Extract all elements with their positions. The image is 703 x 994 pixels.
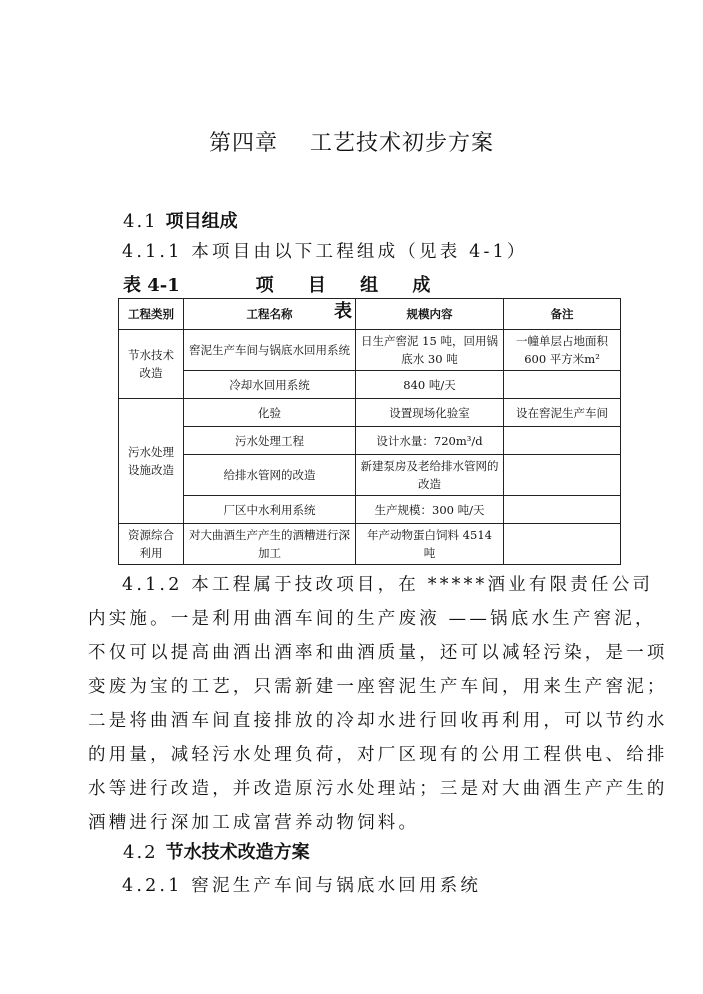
table-row bbox=[119, 524, 621, 565]
note-cell bbox=[504, 371, 621, 399]
note-cell bbox=[504, 455, 621, 496]
category-cell: 资源综合利用 bbox=[119, 524, 184, 565]
section-heading-4-2 bbox=[123, 838, 310, 864]
paragraph-line: 的用量，减轻污水处理负荷，对厂区现有的公用工程供电、给排 bbox=[88, 745, 668, 765]
table-row bbox=[119, 371, 621, 399]
note-cell bbox=[504, 496, 621, 524]
name-cell: 给排水管网的改造 bbox=[184, 455, 356, 496]
paragraph-line: 变废为宝的工艺，只需新建一座窖泥生产车间，用来生产窖泥； bbox=[88, 677, 668, 697]
project-composition-table bbox=[118, 298, 621, 565]
table-row bbox=[119, 427, 621, 455]
name-cell: 化验 bbox=[184, 399, 356, 427]
paragraph-line: 酒糟进行深加工成富营养动物饲料。 bbox=[88, 813, 420, 833]
table-row bbox=[119, 399, 621, 427]
scale-cell: 840 吨/天 bbox=[356, 371, 504, 399]
section-title: 节水技术改造方案 bbox=[165, 842, 310, 863]
section-number: 4.1 bbox=[123, 211, 158, 232]
paragraph-line: 二是将曲酒车间直接排放的冷却水进行回收再利用，可以节约水 bbox=[88, 711, 668, 731]
header-note: 备注 bbox=[504, 299, 621, 330]
name-cell: 窖泥生产车间与锅底水回用系统 bbox=[184, 330, 356, 371]
header-scale: 规模内容 bbox=[356, 299, 504, 330]
paragraph-4-1-1: 4.1.1 本项目由以下工程组成（见表 4-1） bbox=[122, 242, 528, 262]
scale-cell: 新建泵房及老给排水管网的改造 bbox=[356, 455, 504, 496]
chapter-title: 第四章 工艺技术初步方案 bbox=[209, 131, 494, 156]
paragraph-line: 不仅可以提高曲酒出酒率和曲酒质量，还可以减轻污染，是一项 bbox=[88, 643, 668, 663]
name-cell: 污水处理工程 bbox=[184, 427, 356, 455]
header-category: 工程类别 bbox=[119, 299, 184, 330]
paragraph-line: 内实施。一是利用曲酒车间的生产废液 ——锅底水生产窖泥， bbox=[88, 609, 656, 629]
section-number: 4.2 bbox=[123, 842, 158, 863]
scale-cell: 设置现场化验室 bbox=[356, 399, 504, 427]
paragraph-line: 4.1.2 本工程属于技改项目，在 *****酒业有限责任公司 bbox=[122, 575, 654, 595]
name-cell: 冷却水回用系统 bbox=[184, 371, 356, 399]
paragraph-4-2-1: 4.2.1 窖泥生产车间与锅底水回用系统 bbox=[122, 876, 482, 896]
note-cell bbox=[504, 427, 621, 455]
table-header-row bbox=[119, 299, 621, 330]
note-cell bbox=[504, 524, 621, 565]
note-cell: 设在窖泥生产车间 bbox=[504, 399, 621, 427]
scale-cell: 设计水量：720m³/d bbox=[356, 427, 504, 455]
scale-cell: 日生产窖泥 15 吨，回用锅底水 30 吨 bbox=[356, 330, 504, 371]
scale-cell: 生产规模：300 吨/天 bbox=[356, 496, 504, 524]
scale-cell: 年产动物蛋白饲料 4514 吨 bbox=[356, 524, 504, 565]
paragraph-line: 水等进行改造，并改造原污水处理站；三是对大曲酒生产产生的 bbox=[88, 779, 668, 799]
table-title: 项 目 组 成 表 bbox=[255, 275, 445, 322]
table-row bbox=[119, 496, 621, 524]
name-cell: 厂区中水利用系统 bbox=[184, 496, 356, 524]
name-cell: 对大曲酒生产产生的酒糟进行深加工 bbox=[184, 524, 356, 565]
table-label: 表 4-1 bbox=[123, 275, 180, 296]
section-heading-4-1 bbox=[123, 207, 238, 233]
category-cell: 污水处理设施改造 bbox=[119, 399, 184, 524]
table-row bbox=[119, 330, 621, 371]
note-cell: 一幢单层占地面积 600 平方米m² bbox=[504, 330, 621, 371]
table-row bbox=[119, 455, 621, 496]
header-name: 工程名称 bbox=[184, 299, 356, 330]
category-cell: 节水技术改造 bbox=[119, 330, 184, 399]
section-title: 项目组成 bbox=[165, 211, 238, 232]
